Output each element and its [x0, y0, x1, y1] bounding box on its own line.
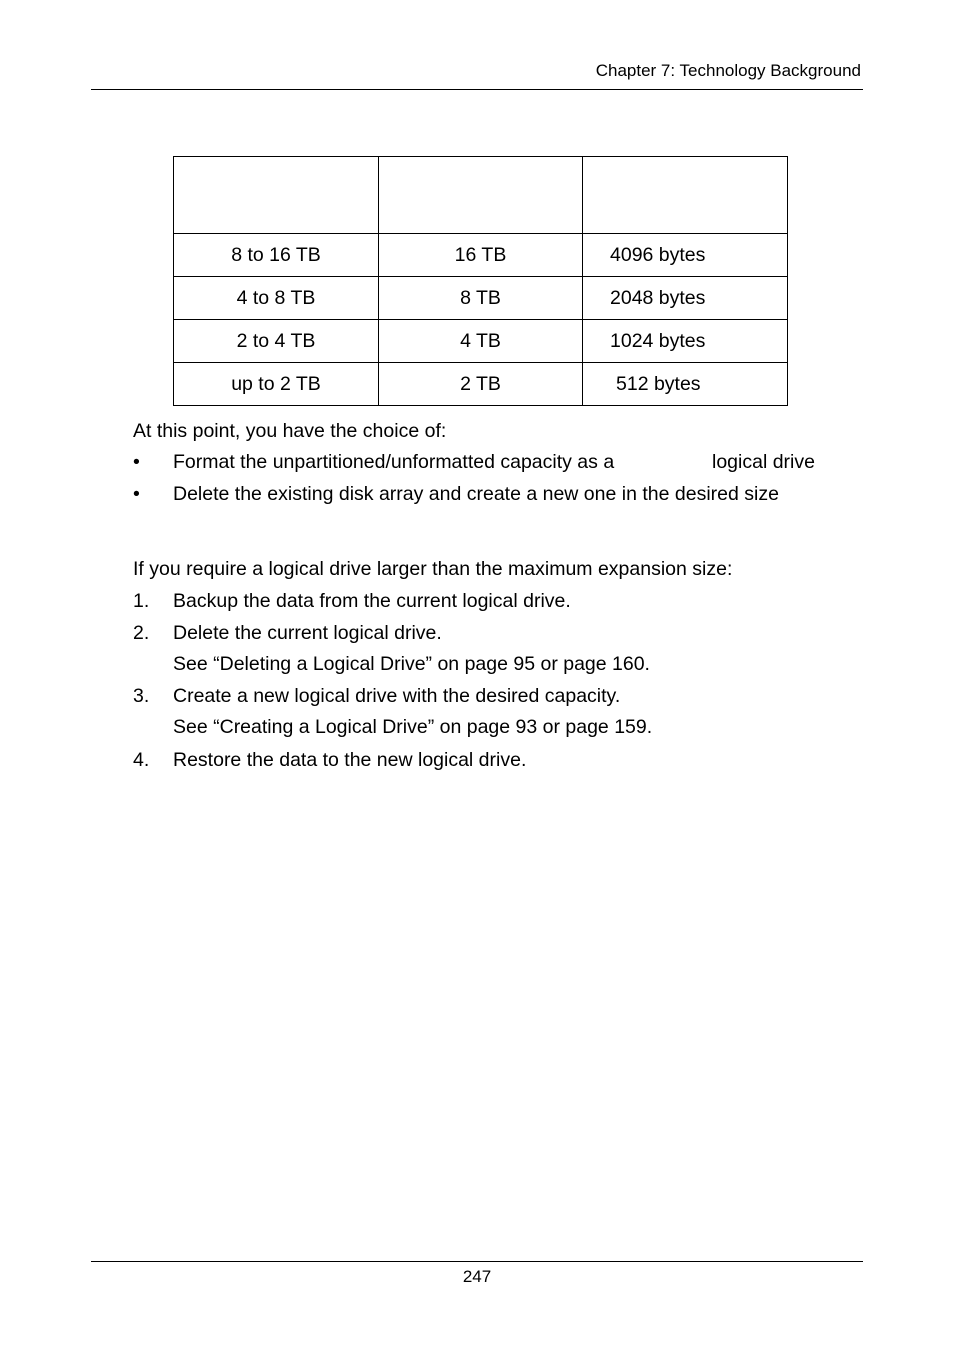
step-text: Backup the data from the current logical drive.: [173, 590, 571, 612]
capacity-table: [173, 156, 788, 406]
table-row: [174, 363, 788, 406]
bullet-text: Delete the existing disk array and create a new one in the desired size: [173, 483, 779, 505]
table-header-cell: [379, 157, 583, 234]
table-cell: 2 TB: [379, 363, 583, 406]
footer-rule: [91, 1261, 863, 1262]
bullet-marker: •: [133, 483, 140, 505]
table-row: [174, 320, 788, 363]
table-cell: up to 2 TB: [174, 363, 379, 406]
choice-intro: At this point, you have the choice of:: [133, 420, 447, 442]
bullet-text: Format the unpartitioned/unformatted capacity as a: [173, 451, 615, 473]
larger-intro: If you require a logical drive larger than the maximum expansion size:: [133, 558, 733, 580]
running-header: Chapter 7: Technology Background: [595, 61, 861, 80]
table-cell: 4 to 8 TB: [174, 277, 379, 320]
table-header-cell: [583, 157, 788, 234]
table-header-cell: [174, 157, 379, 234]
table-cell: 2048 bytes: [583, 277, 788, 320]
table-header-row: [174, 157, 788, 234]
table-row: [174, 234, 788, 277]
table-cell: 2 to 4 TB: [174, 320, 379, 363]
cross-reference: See “Creating a Logical Drive” on page 93 or page 159.: [173, 716, 653, 738]
step-number: 1.: [133, 590, 150, 612]
bullet-marker: •: [133, 451, 140, 473]
step-number: 4.: [133, 749, 150, 771]
step-text: Create a new logical drive with the desired capacity.: [173, 685, 621, 707]
cross-reference: See “Deleting a Logical Drive” on page 95 or page 160.: [173, 653, 650, 675]
step-text: Delete the current logical drive.: [173, 622, 442, 644]
page-number: 247: [462, 1267, 492, 1286]
table-cell: 8 TB: [379, 277, 583, 320]
step-number: 2.: [133, 622, 150, 644]
table-cell: 1024 bytes: [583, 320, 788, 363]
header-rule: [91, 89, 863, 90]
table-row: [174, 277, 788, 320]
step-text: Restore the data to the new logical drive.: [173, 749, 527, 771]
table-cell: 512 bytes: [583, 363, 788, 406]
table-cell: 4096 bytes: [583, 234, 788, 277]
bullet-text-continued: logical drive: [712, 451, 815, 473]
table-cell: 8 to 16 TB: [174, 234, 379, 277]
table-cell: 4 TB: [379, 320, 583, 363]
step-number: 3.: [133, 685, 150, 707]
table-cell: 16 TB: [379, 234, 583, 277]
